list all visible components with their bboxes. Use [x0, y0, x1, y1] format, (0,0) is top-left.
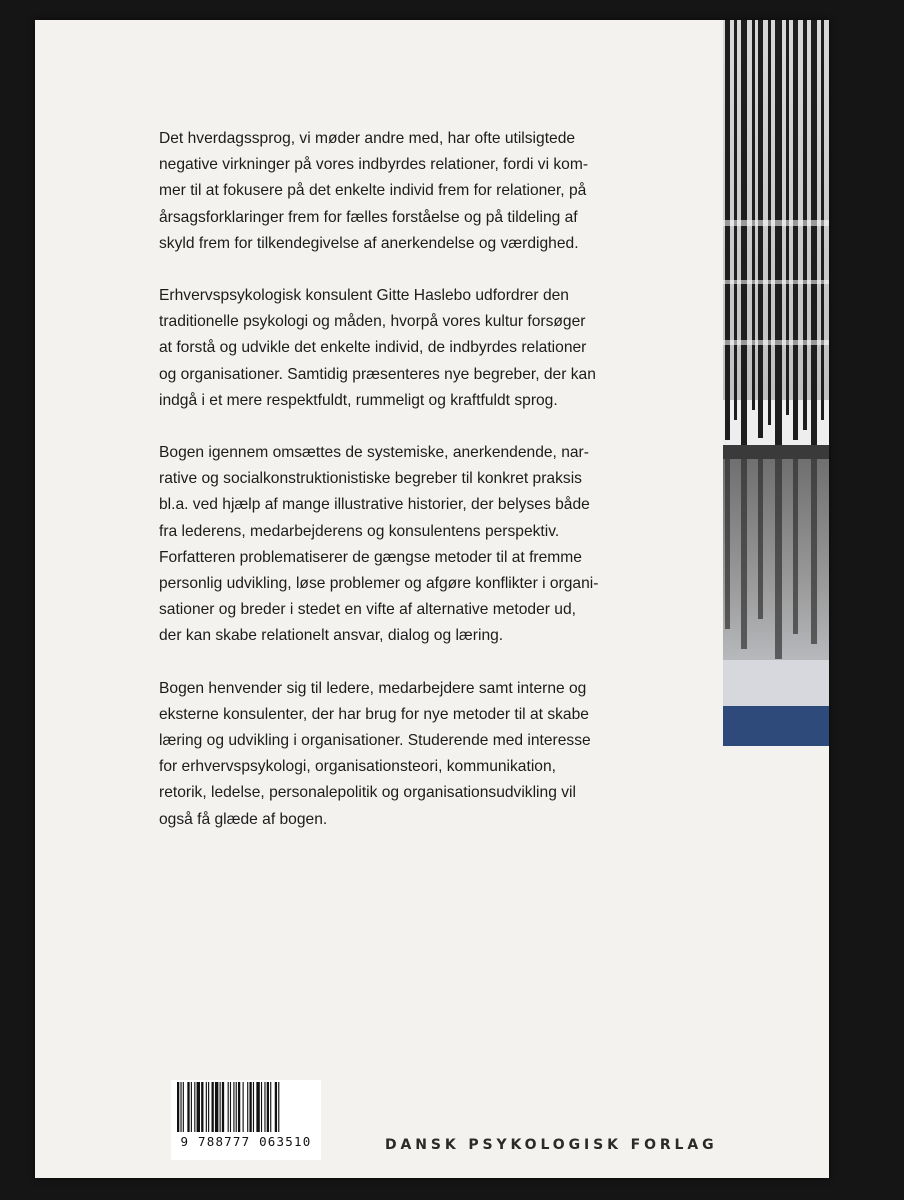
- barcode-bar: [206, 1082, 207, 1132]
- barcode-bar: [267, 1082, 269, 1132]
- barcode-bar: [183, 1082, 184, 1132]
- barcode-bar: [220, 1082, 221, 1132]
- blurb-text: [159, 126, 719, 859]
- barcode-bar: [278, 1082, 279, 1132]
- isbn-number: 9 788777 063510: [171, 1134, 321, 1149]
- publisher-name: DANSK PSYKOLOGISK FORLAG: [385, 1137, 718, 1153]
- barcode-bar: [275, 1082, 277, 1132]
- barcode-bar: [236, 1082, 237, 1132]
- barcode-bar: [261, 1082, 262, 1132]
- barcode-bar: [230, 1082, 231, 1132]
- barcode-bar: [253, 1082, 254, 1132]
- barcode-bar: [197, 1082, 200, 1132]
- barcode-bar: [243, 1082, 244, 1132]
- barcode-bar: [177, 1082, 179, 1132]
- barcode-bar: [191, 1082, 192, 1132]
- barcode-bar: [212, 1082, 214, 1132]
- barcode-bar: [228, 1082, 229, 1132]
- barcode-bar: [264, 1082, 265, 1132]
- book-back-cover: [35, 20, 829, 1178]
- blurb-paragraph-2: Erhvervspsykologisk konsulent Gitte Haslebo udfordrer den traditionelle psykologi og måden, hvorpå vores kultur forsøger at forstå og udvikle det enkelte individ, de indbyrdes relationer og organisationer. Samtidig præsenteres nye begreber, der kan indgå i et mere respektfuldt, rummeligt og kraftfuldt sprog.: [159, 287, 596, 409]
- blue-accent-band: [723, 706, 829, 746]
- barcode-bar: [233, 1082, 234, 1132]
- forest-lake-photo: [723, 20, 829, 745]
- barcode-bar: [247, 1082, 248, 1132]
- barcode-bar: [249, 1082, 251, 1132]
- barcode-bar: [270, 1082, 271, 1132]
- barcode-bar: [238, 1082, 240, 1132]
- barcode-bar: [222, 1082, 224, 1132]
- blurb-paragraph-3: Bogen igennem omsættes de systemiske, anerkendende, nar- rative og socialkonstruktionistiske begreber til konkret praksis bl.a. ved hjælp af mange illustrative historier, der belyses både fra lederens, medarbejderens og konsulentens perspektiv. Forfatteren problematiserer de gængse metoder til at fremme personlig udvikling, løse problemer og afgøre konflikter i organi- sationer og breder i stedet en vifte af alternative metoder ud, der kan skabe relationelt ansvar, dialog og læring.: [159, 444, 599, 645]
- barcode-bar: [201, 1082, 203, 1132]
- barcode-bar: [194, 1082, 195, 1132]
- barcode-bar: [215, 1082, 218, 1132]
- blurb-paragraph-1: Det hverdagssprog, vi møder andre med, har ofte utilsigtede negative virkninger på vores indbyrdes relationer, fordi vi kom- mer til at fokusere på det enkelte individ frem for relationer, på årsagsforklaringer frem for fælles forståelse og på tildeling af skyld frem for tilkendegivelse af anerkendelse og værdighed.: [159, 130, 589, 252]
- barcode-bar: [187, 1082, 189, 1132]
- barcode-bar: [180, 1082, 181, 1132]
- barcode-bar: [208, 1082, 209, 1132]
- barcode-bar: [256, 1082, 259, 1132]
- blurb-paragraph-4: Bogen henvender sig til ledere, medarbejdere samt interne og eksterne konsulenter, der har brug for nye metoder til at skabe læring og udvikling i organisationer. Studerende med interesse for erhvervspsykologi, organisationsteori, kommunikation, retorik, ledelse, personalepolitik og organisationsudvikling vil også få glæde af bogen.: [159, 679, 591, 828]
